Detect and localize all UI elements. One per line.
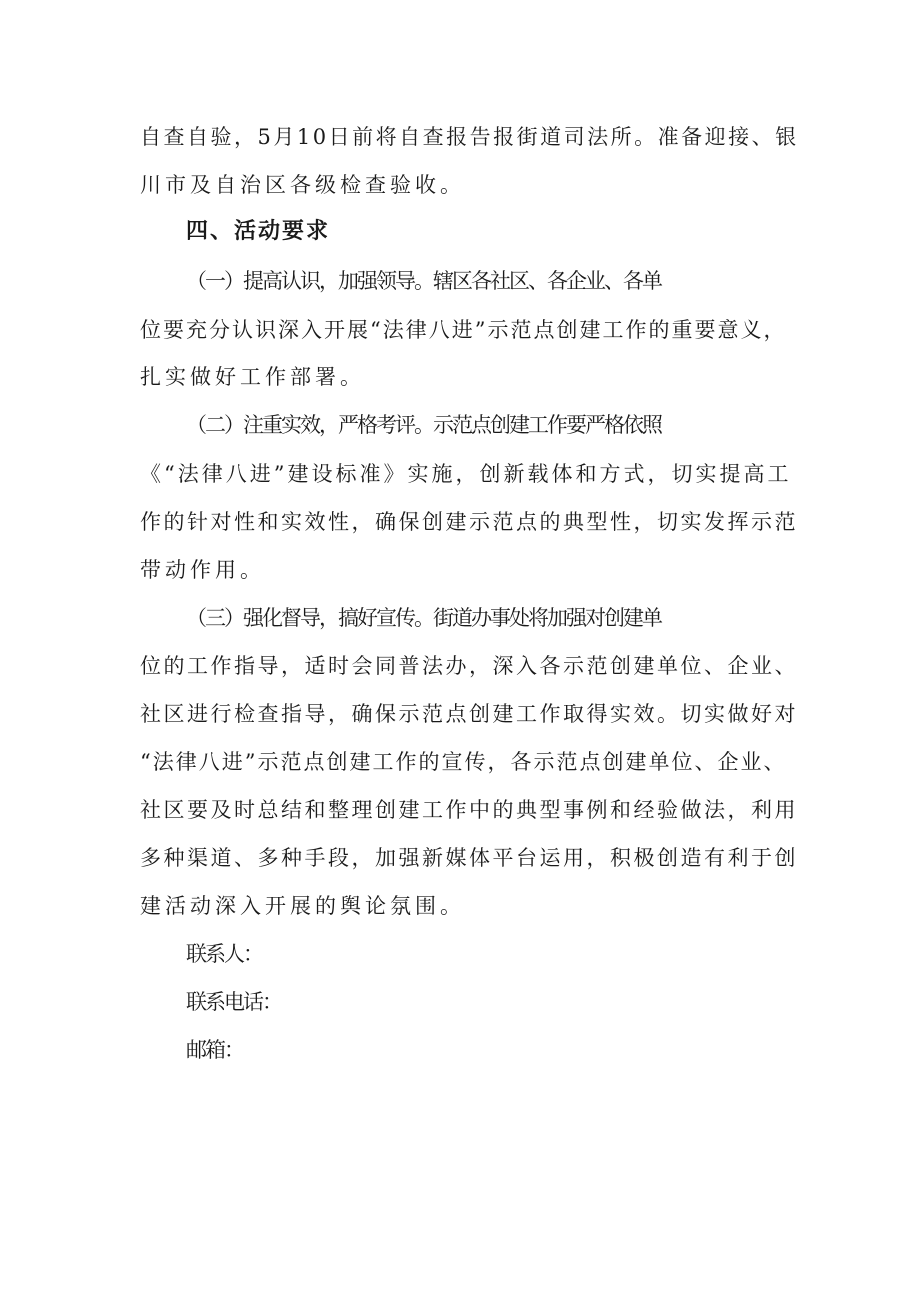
item-3-line-3: 社区进行检查指导，确保示范点创建工作取得实效。切实做好对	[140, 702, 798, 726]
item-1-line-2: 位要充分认识深入开展“法律八进”示范点创建工作的重要意义，	[140, 318, 787, 342]
intro-line-2: 川市及自治区各级检查验收。	[140, 173, 465, 197]
item-2-line-1: （二）注重实效，严格考评。示范点创建工作要严格依照	[186, 413, 661, 437]
contact-person-label: 联系人：	[186, 942, 262, 966]
item-2-line-3: 作的针对性和实效性，确保创建示范点的典型性，切实发挥示范	[140, 510, 798, 534]
item-1-line-3: 扎实做好工作部署。	[140, 365, 365, 389]
contact-email-label: 邮箱：	[186, 1038, 243, 1062]
section-heading: 四、活动要求	[186, 219, 331, 244]
item-3-line-6: 多种渠道、多种手段，加强新媒体平台运用，积极创造有利于创	[140, 846, 798, 870]
item-3-line-1: （三）强化督导，搞好宣传。街道办事处将加强对创建单	[186, 606, 661, 630]
item-1-line-1: （一）提高认识，加强领导。辖区各社区、各企业、各单	[186, 269, 661, 293]
intro-line-1: 自查自验，5月10日前将自查报告报街道司法所。准备迎接、银	[140, 125, 799, 149]
item-3-line-7: 建活动深入开展的舆论氛围。	[140, 894, 465, 918]
item-3-line-4: “法律八进”示范点创建工作的宣传，各示范点创建单位、企业、	[140, 750, 787, 774]
contact-phone-label: 联系电话：	[186, 990, 281, 1014]
item-2-line-4: 带动作用。	[140, 558, 265, 582]
item-3-line-2: 位的工作指导，适时会同普法办，深入各示范创建单位、企业、	[140, 654, 798, 678]
item-2-line-2: 《“法律八进”建设标准》实施，创新载体和方式，切实提高工	[140, 462, 792, 486]
item-3-line-5: 社区要及时总结和整理创建工作中的典型事例和经验做法，利用	[140, 798, 798, 822]
